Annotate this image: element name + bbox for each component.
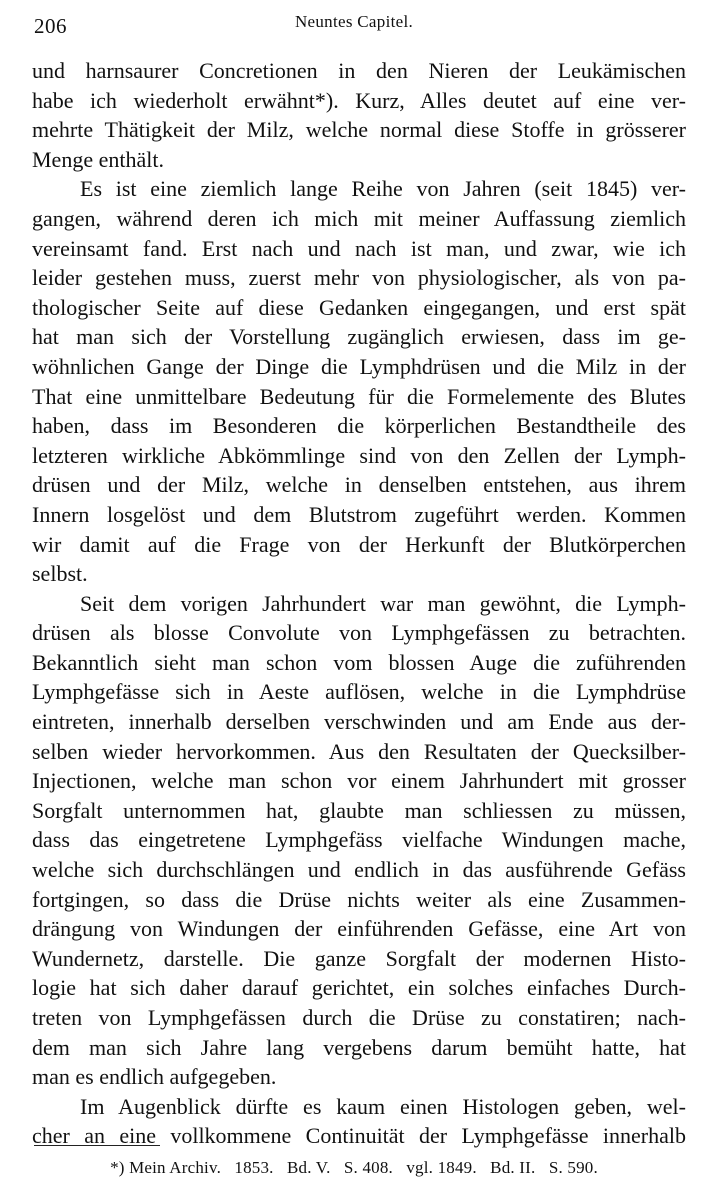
text-line: haben, dass im Besonderen die körperlichen Bestandtheile des [32,413,686,439]
text-line: eintreten, innerhalb derselben verschwinden und am Ende aus der- [32,709,686,735]
text-line: thologischer Seite auf diese Gedanken eingegangen, und erst spät [32,294,686,320]
text-line: wöhnlichen Gange der Dinge die Lymphdrüsen und die Milz in der [32,353,686,379]
text-line: letzteren wirkliche Abkömmlinge sind von den Zellen der Lymph- [32,442,686,468]
footnote: *) Mein Archiv. 1853. Bd. V. S. 408. vgl. 1849. Bd. II. S. 590. [110,1158,598,1177]
text-line: Innern losgelöst und dem Blutstrom zugeführt werden. Kommen [32,501,686,527]
text-line: Bekanntlich sieht man schon vom blossen Auge die zuführenden [32,649,686,675]
text-line: Seit dem vorigen Jahrhundert war man gewöhnt, die Lymph- [80,590,686,616]
text-line: Im Augenblick dürfte es kaum einen Histologen geben, wel- [80,1093,686,1119]
text-line: dass das eingetretene Lymphgefäss vielfache Windungen mache, [32,827,686,853]
text-line: cher an eine vollkommene Continuität der Lymphgefässe innerhalb [32,1123,686,1149]
footnote-rule [34,1145,160,1146]
text-line: drängung von Windungen der einführenden Gefässe, eine Art von [32,916,686,942]
text-line: wir damit auf die Frage von der Herkunft der Blutkörperchen [32,531,686,557]
running-title: Neuntes Capitel. [294,12,414,31]
text-line: Es ist eine ziemlich lange Reihe von Jahren (seit 1845) ver- [80,176,686,202]
text-line: fortgingen, so dass die Drüse nichts weiter als eine Zusammen- [32,886,686,912]
text-line: drüsen und der Milz, welche in denselben entstehen, aus ihrem [32,472,686,498]
text-line: welche sich durchschlängen und endlich in das ausführende Gefäss [32,857,686,883]
text-line: drüsen als blosse Convolute von Lymphgefässen zu betrachten. [32,620,686,646]
text-line: habe ich wiederholt erwähnt*). Kurz, Alles deutet auf eine ver- [32,87,686,113]
text-line: selbst. [32,561,88,587]
text-line: Lymphgefässe sich in Aeste auflösen, welche in die Lymphdrüse [32,679,686,705]
text-line: Menge enthält. [32,146,164,172]
text-line: gangen, während deren ich mich mit meiner Auffassung ziemlich [32,205,686,231]
page-header [0,6,708,36]
text-line: logie hat sich daher darauf gerichtet, ein solches einfaches Durch- [32,975,686,1001]
text-line: leider gestehen muss, zuerst mehr von physiologischer, als von pa- [32,265,686,291]
text-line: mehrte Thätigkeit der Milz, welche normal diese Stoffe in grösserer [32,117,686,143]
text-line: That eine unmittelbare Bedeutung für die Formelemente des Blutes [32,383,686,409]
text-line: man es endlich aufgegeben. [32,1064,277,1090]
text-line: und harnsaurer Concretionen in den Nieren der Leukämischen [32,58,686,83]
text-line: selben wieder hervorkommen. Aus den Resultaten der Quecksilber- [32,738,686,764]
text-line: Injectionen, welche man schon vor einem Jahrhundert mit grosser [32,768,686,794]
text-line: Sorgfalt unternommen hat, glaubte man schliessen zu müssen, [32,797,686,823]
text-line: vereinsamt fand. Erst nach und nach ist man, und zwar, wie ich [32,235,686,261]
text-line: Wundernetz, darstelle. Die ganze Sorgfalt der modernen Histo- [32,945,686,971]
text-line: dem man sich Jahre lang vergebens darum bemüht hatte, hat [32,1034,686,1060]
text-line: treten von Lymphgefässen durch die Drüse zu constatiren; nach- [32,1005,686,1030]
text-line: hat man sich der Vorstellung zugänglich erwiesen, dass im ge- [32,324,686,350]
body-text [32,56,686,1151]
page-number: 206 [34,14,67,38]
